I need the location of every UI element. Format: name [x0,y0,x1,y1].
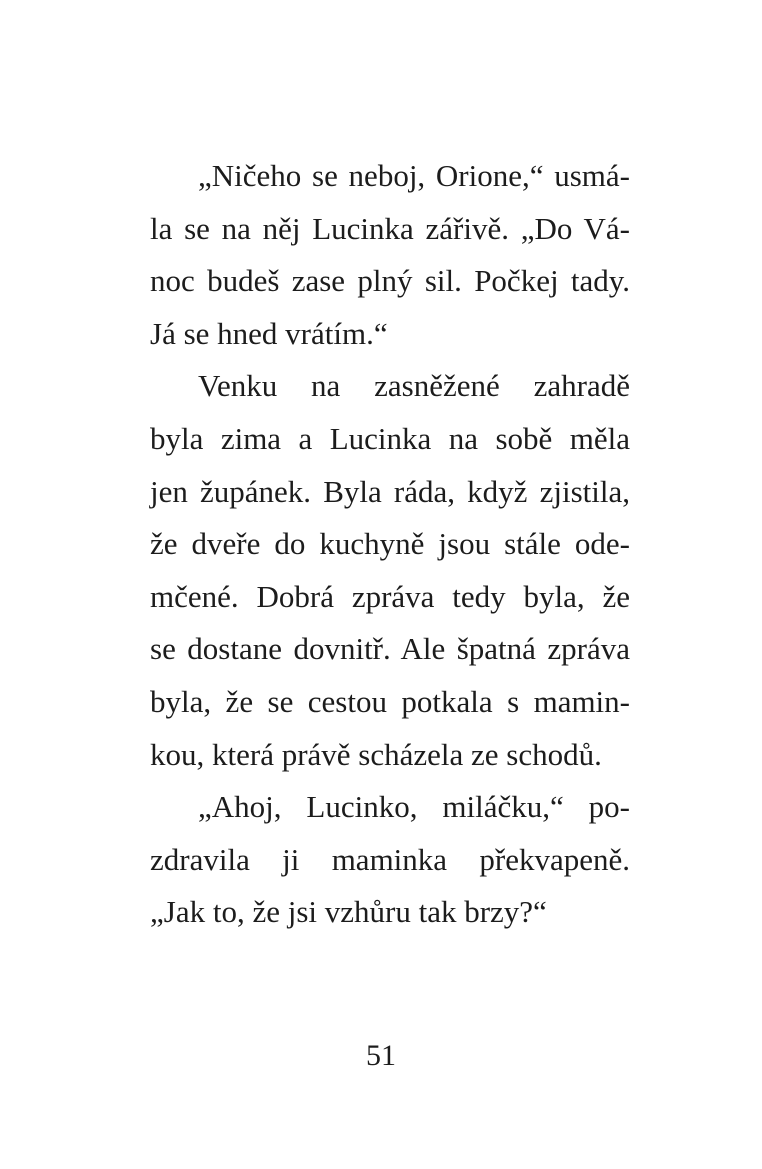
text-line: se dostane dovnitř. Ale špatná zpráva [150,631,630,667]
text-line: zdravila ji maminka překvapeně. [150,841,630,877]
text-line: „Ahoj, Lucinko, miláčku,“ po- [198,789,630,825]
text-line: Venku na zasněžené zahradě [198,368,630,404]
paragraph [150,781,630,939]
text-line: mčené. Dobrá zpráva tedy byla, že [150,578,630,614]
text-line: byla zima a Lucinka na sobě měla [150,420,630,456]
text-line: kou, která právě scházela ze schodů. [150,736,602,772]
paragraph [150,150,630,360]
text-line: „Jak to, že jsi vzhůru tak brzy?“ [150,894,547,930]
paragraph [150,360,630,781]
page-number: 51 [366,1039,396,1072]
body-text [150,150,630,939]
text-line: jen župánek. Byla ráda, když zjistila, [150,473,630,509]
text-line: že dveře do kuchyně jsou stále ode- [150,526,630,562]
text-line: Já se hned vrátím.“ [150,315,388,351]
text-line: noc budeš zase plný sil. Počkej tady. [150,263,630,299]
text-line: byla, že se cestou potkala s mamin- [150,683,630,719]
text-line: „Ničeho se neboj, Orione,“ usmá- [198,158,630,193]
text-line: la se na něj Lucinka zářivě. „Do Vá- [150,210,630,246]
